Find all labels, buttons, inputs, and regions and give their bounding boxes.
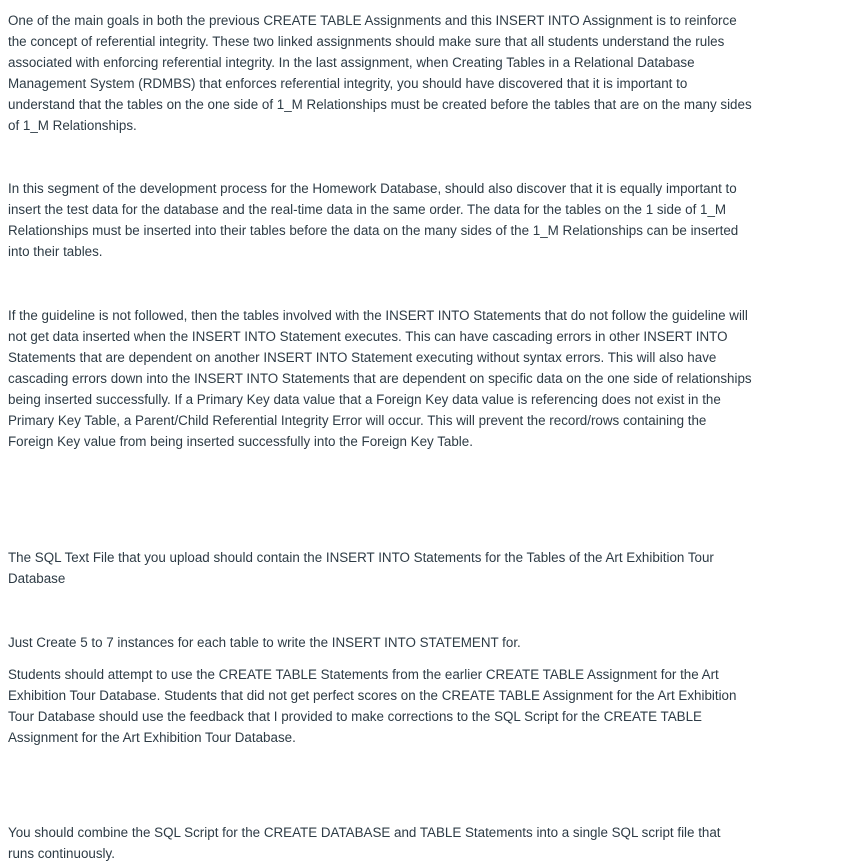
paragraph-insert-order: In this segment of the development process for the Homework Database, should also discover that it is equally important to insert the test data for the database and the real-time data in the same order. The data for the tables on the 1 side of 1_M Relationships must be inserted into their tables before the data on the many sides of the 1_M Relationships can be inserted into their tables. <box>8 181 739 259</box>
paragraph-use-create-table: Students should attempt to use the CREATE TABLE Statements from the earlier CREATE TABLE Assignment for the Art Exhibition Tour Database. Students that did not get perfect scores on the CREATE TABLE Assignment for the Art Exhibition Tour Database should use the feedback that I provided to make corrections to the SQL Script for the CREATE TABLE Assignment for the Art Exhibition Tour Database. <box>8 667 737 745</box>
paragraph-combine-script: You should combine the SQL Script for the CREATE DATABASE and TABLE Statements into a single SQL script file that runs continuously. <box>8 825 721 861</box>
paragraph-referential-integrity-goal: One of the main goals in both the previous CREATE TABLE Assignments and this INSERT INTO Assignment is to reinforce the concept of referential integrity. These two linked assignments should make sure that all students understand the rules associated with enforcing referential integrity. In the last assignment, when Creating Tables in a Relational Database Management System (RDMBS) that enforces referential integrity, you should have discovered that it is important to understand that the tables on the one side of 1_M Relationships must be created before the tables that are on the many sides of 1_M Relationships. <box>8 13 752 133</box>
paragraph-upload-file: The SQL Text File that you upload should contain the INSERT INTO Statements for the Tables of the Art Exhibition Tour Database <box>8 550 714 586</box>
paragraph-instance-count: Just Create 5 to 7 instances for each table to write the INSERT INTO STATEMENT for. <box>8 635 521 650</box>
paragraph-cascading-errors: If the guideline is not followed, then the tables involved with the INSERT INTO Statements that do not follow the guideline will not get data inserted when the INSERT INTO Statement executes. This can have cascading errors in other INSERT INTO Statements that are dependent on another INSERT INTO Statement executing without syntax errors. This will also have cascading errors down into the INSERT INTO Statements that are dependent on specific data on the one side of relationships being inserted successfully. If a Primary Key data value that a Foreign Key data value is referencing does not exist in the Primary Key Table, a Parent/Child Referential Integrity Error will occur. This will prevent the record/rows containing the Foreign Key value from being inserted successfully into the Foreign Key Table. <box>8 308 752 449</box>
